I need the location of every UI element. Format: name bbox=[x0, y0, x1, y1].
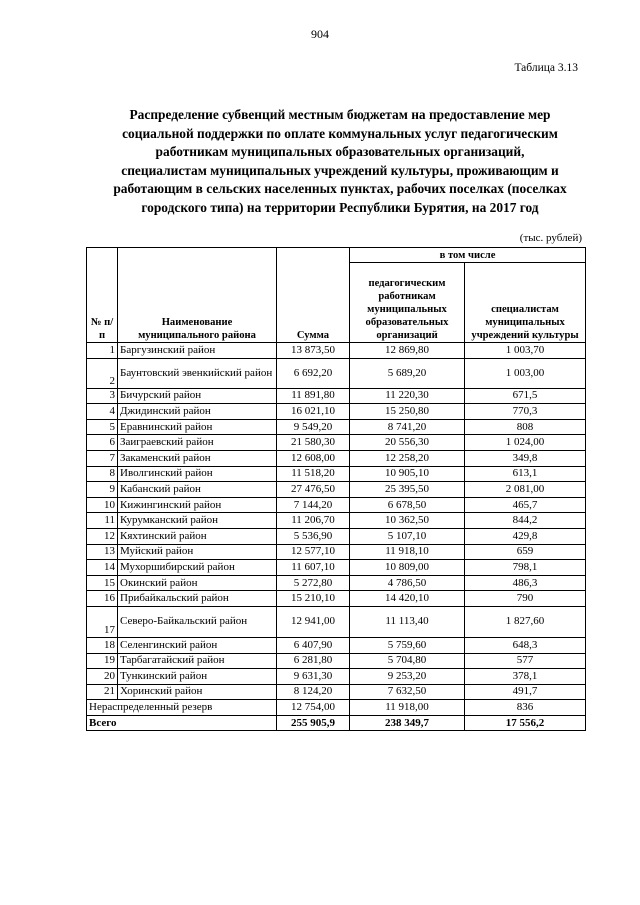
row-sum: 12 577,10 bbox=[277, 544, 350, 560]
total-spec: 17 556,2 bbox=[465, 715, 586, 731]
header-spec: специалистам муниципальных учреждений культуры bbox=[465, 263, 586, 343]
row-sum: 6 692,20 bbox=[277, 358, 350, 388]
row-sum: 12 608,00 bbox=[277, 450, 350, 466]
row-sum: 9 549,20 bbox=[277, 419, 350, 435]
title-line: Распределение субвенций местным бюджетам на предоставление мер bbox=[129, 107, 551, 122]
row-ped: 11 220,30 bbox=[350, 388, 465, 404]
row-num: 10 bbox=[87, 497, 118, 513]
row-ped: 8 741,20 bbox=[350, 419, 465, 435]
row-ped: 6 678,50 bbox=[350, 497, 465, 513]
table-row bbox=[87, 513, 586, 529]
header-name: Наименование муниципального района bbox=[118, 248, 277, 343]
title-line: социальной поддержки по оплате коммунальных услуг педагогическим bbox=[122, 125, 558, 141]
row-name: Мухоршибирский район bbox=[118, 560, 277, 576]
row-name: Селенгинский район bbox=[118, 637, 277, 653]
row-num: 12 bbox=[87, 528, 118, 544]
table-row bbox=[87, 466, 586, 482]
row-sum: 11 518,20 bbox=[277, 466, 350, 482]
table-row bbox=[87, 591, 586, 607]
row-num: 2 bbox=[87, 358, 118, 388]
row-ped: 5 107,10 bbox=[350, 528, 465, 544]
row-sum: 27 476,50 bbox=[277, 482, 350, 498]
row-spec: 1 024,00 bbox=[465, 435, 586, 451]
row-ped: 4 786,50 bbox=[350, 575, 465, 591]
row-spec: 2 081,00 bbox=[465, 482, 586, 498]
row-spec: 378,1 bbox=[465, 669, 586, 685]
row-name: Тарбагатайский район bbox=[118, 653, 277, 669]
row-num: 18 bbox=[87, 637, 118, 653]
row-ped: 10 362,50 bbox=[350, 513, 465, 529]
subvention-table bbox=[86, 247, 586, 731]
row-ped: 10 809,00 bbox=[350, 560, 465, 576]
row-name: Еравнинский район bbox=[118, 419, 277, 435]
row-spec: 770,3 bbox=[465, 404, 586, 420]
table-row bbox=[87, 575, 586, 591]
row-spec: 671,5 bbox=[465, 388, 586, 404]
table-row bbox=[87, 435, 586, 451]
row-sum: 9 631,30 bbox=[277, 669, 350, 685]
row-num: 5 bbox=[87, 419, 118, 435]
row-ped: 14 420,10 bbox=[350, 591, 465, 607]
header-num: № п/п bbox=[87, 248, 118, 343]
row-name: Баунтовский эвенкийский район bbox=[118, 358, 277, 388]
row-name: Кяхтинский район bbox=[118, 528, 277, 544]
row-name: Баргузинский район bbox=[118, 343, 277, 359]
row-ped: 7 632,50 bbox=[350, 684, 465, 700]
table-row bbox=[87, 497, 586, 513]
table-row bbox=[87, 388, 586, 404]
reserve-row bbox=[87, 700, 586, 716]
row-name: Тункинский район bbox=[118, 669, 277, 685]
table-row bbox=[87, 419, 586, 435]
row-ped: 12 869,80 bbox=[350, 343, 465, 359]
page-number: 904 bbox=[311, 27, 329, 41]
row-ped: 12 258,20 bbox=[350, 450, 465, 466]
row-num: 21 bbox=[87, 684, 118, 700]
title-line: работникам муниципальных образовательных организаций, bbox=[155, 144, 525, 159]
table-row bbox=[87, 450, 586, 466]
document-title bbox=[80, 106, 600, 217]
row-spec: 465,7 bbox=[465, 497, 586, 513]
row-num: 19 bbox=[87, 653, 118, 669]
table-row bbox=[87, 482, 586, 498]
row-ped: 11 918,10 bbox=[350, 544, 465, 560]
row-num: 16 bbox=[87, 591, 118, 607]
row-num: 14 bbox=[87, 560, 118, 576]
units-note: (тыс. рублей) bbox=[519, 232, 582, 244]
row-spec: 790 bbox=[465, 591, 586, 607]
row-ped: 11 113,40 bbox=[350, 606, 465, 637]
row-spec: 613,1 bbox=[465, 466, 586, 482]
table-row bbox=[87, 343, 586, 359]
row-name: Заиграевский район bbox=[118, 435, 277, 451]
row-sum: 12 941,00 bbox=[277, 606, 350, 637]
row-sum: 7 144,20 bbox=[277, 497, 350, 513]
table-row bbox=[87, 358, 586, 388]
table-row bbox=[87, 528, 586, 544]
row-sum: 13 873,50 bbox=[277, 343, 350, 359]
row-num: 3 bbox=[87, 388, 118, 404]
title-line: специалистам муниципальных учреждений культуры, проживающим и bbox=[121, 162, 559, 178]
row-name: Иволгинский район bbox=[118, 466, 277, 482]
row-name: Кабанский район bbox=[118, 482, 277, 498]
row-name: Кижингинский район bbox=[118, 497, 277, 513]
title-line: работающим в сельских населенных пунктах, рабочих поселках (поселках bbox=[113, 181, 567, 196]
row-num: 15 bbox=[87, 575, 118, 591]
row-ped: 15 250,80 bbox=[350, 404, 465, 420]
row-sum: 11 206,70 bbox=[277, 513, 350, 529]
row-num: 11 bbox=[87, 513, 118, 529]
reserve-spec: 836 bbox=[465, 700, 586, 716]
row-num: 13 bbox=[87, 544, 118, 560]
table-row bbox=[87, 404, 586, 420]
row-num: 20 bbox=[87, 669, 118, 685]
row-spec: 798,1 bbox=[465, 560, 586, 576]
row-ped: 25 395,50 bbox=[350, 482, 465, 498]
row-spec: 349,8 bbox=[465, 450, 586, 466]
row-ped: 5 759,60 bbox=[350, 637, 465, 653]
table-row bbox=[87, 684, 586, 700]
table-row bbox=[87, 544, 586, 560]
row-ped: 9 253,20 bbox=[350, 669, 465, 685]
row-spec: 659 bbox=[465, 544, 586, 560]
row-name: Джидинский район bbox=[118, 404, 277, 420]
table-body bbox=[87, 343, 586, 731]
row-spec: 1 003,00 bbox=[465, 358, 586, 388]
table-row bbox=[87, 653, 586, 669]
row-num: 7 bbox=[87, 450, 118, 466]
row-spec: 1 827,60 bbox=[465, 606, 586, 637]
reserve-sum: 12 754,00 bbox=[277, 700, 350, 716]
row-spec: 808 bbox=[465, 419, 586, 435]
row-num: 4 bbox=[87, 404, 118, 420]
row-name: Хоринский район bbox=[118, 684, 277, 700]
row-num: 17 bbox=[87, 606, 118, 637]
table-row bbox=[87, 606, 586, 637]
row-ped: 5 704,80 bbox=[350, 653, 465, 669]
row-spec: 844,2 bbox=[465, 513, 586, 529]
row-spec: 429,8 bbox=[465, 528, 586, 544]
row-spec: 1 003,70 bbox=[465, 343, 586, 359]
row-num: 1 bbox=[87, 343, 118, 359]
row-sum: 16 021,10 bbox=[277, 404, 350, 420]
row-sum: 6 407,90 bbox=[277, 637, 350, 653]
row-name: Курумканский район bbox=[118, 513, 277, 529]
row-ped: 5 689,20 bbox=[350, 358, 465, 388]
table-label: Таблица 3.13 bbox=[514, 62, 578, 74]
total-row bbox=[87, 715, 586, 731]
row-name: Бичурский район bbox=[118, 388, 277, 404]
row-sum: 21 580,30 bbox=[277, 435, 350, 451]
reserve-ped: 11 918,00 bbox=[350, 700, 465, 716]
row-name: Окинский район bbox=[118, 575, 277, 591]
row-sum: 11 891,80 bbox=[277, 388, 350, 404]
row-sum: 6 281,80 bbox=[277, 653, 350, 669]
row-name: Северо-Байкальский район bbox=[118, 606, 277, 637]
table-row bbox=[87, 637, 586, 653]
reserve-name: Нераспределенный резерв bbox=[87, 700, 277, 716]
row-name: Закаменский район bbox=[118, 450, 277, 466]
row-spec: 648,3 bbox=[465, 637, 586, 653]
row-spec: 486,3 bbox=[465, 575, 586, 591]
row-num: 6 bbox=[87, 435, 118, 451]
header-ped: педагогическим работникам муниципальных образовательных организаций bbox=[350, 263, 465, 343]
row-num: 9 bbox=[87, 482, 118, 498]
header-sum: Сумма bbox=[277, 248, 350, 343]
row-sum: 11 607,10 bbox=[277, 560, 350, 576]
table-row bbox=[87, 560, 586, 576]
table-row bbox=[87, 669, 586, 685]
row-sum: 15 210,10 bbox=[277, 591, 350, 607]
total-name: Всего bbox=[87, 715, 277, 731]
row-spec: 577 bbox=[465, 653, 586, 669]
row-name: Муйский район bbox=[118, 544, 277, 560]
row-ped: 10 905,10 bbox=[350, 466, 465, 482]
row-num: 8 bbox=[87, 466, 118, 482]
row-sum: 5 536,90 bbox=[277, 528, 350, 544]
row-name: Прибайкальский район bbox=[118, 591, 277, 607]
row-spec: 491,7 bbox=[465, 684, 586, 700]
total-ped: 238 349,7 bbox=[350, 715, 465, 731]
row-sum: 5 272,80 bbox=[277, 575, 350, 591]
row-sum: 8 124,20 bbox=[277, 684, 350, 700]
title-line: городского типа) на территории Республики Бурятия, на 2017 год bbox=[141, 199, 539, 215]
row-ped: 20 556,30 bbox=[350, 435, 465, 451]
total-sum: 255 905,9 bbox=[277, 715, 350, 731]
header-including: в том числе bbox=[350, 248, 586, 263]
